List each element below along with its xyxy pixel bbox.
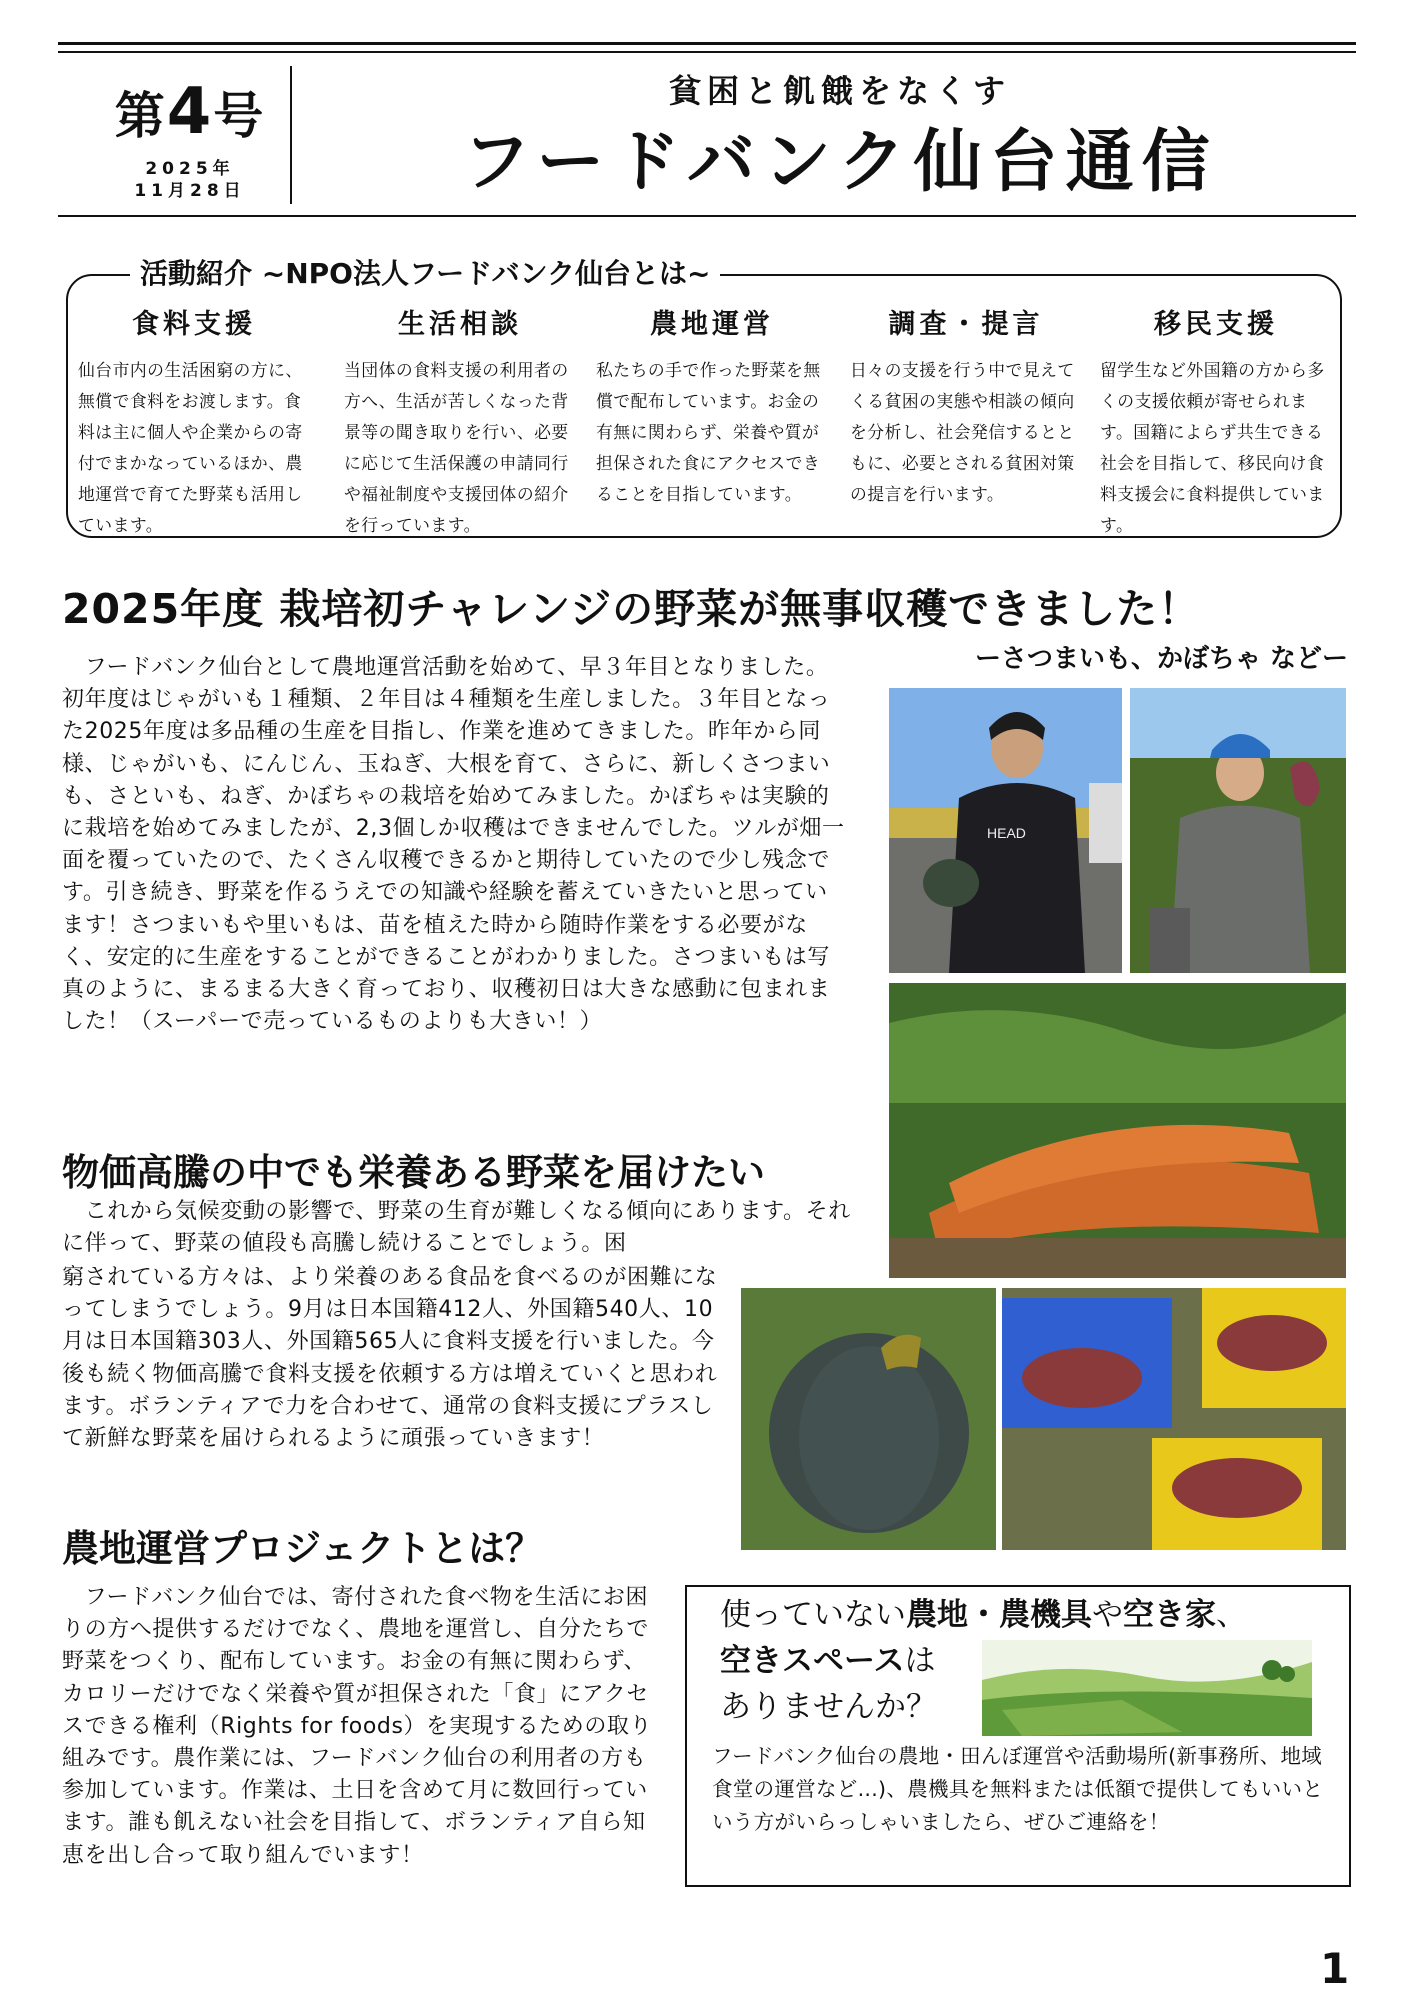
issue-number: 第4号 — [114, 75, 266, 149]
photo-volunteer-with-sweet-potato — [1130, 688, 1346, 973]
masthead-rule-top — [58, 42, 1356, 45]
masthead-rule-bottom — [58, 215, 1356, 217]
masthead-divider — [290, 66, 292, 204]
activity-heading: 調査・提言 — [888, 309, 1044, 340]
activity-heading: 移民支援 — [1154, 309, 1278, 340]
appeal-body: フードバンク仙台の農地・田んぼ運営や活動場所(新事務所、地域食堂の運営など...)、農機具を無料または低額で提供してもいいという方がいらっしゃいましたら、ぜひご連絡を！ — [712, 1744, 1324, 1834]
issue-date-year: 2025年 — [145, 159, 235, 179]
activity-migrant — [1100, 302, 1332, 541]
issue-info — [90, 75, 290, 202]
activity-text: 私たちの手で作った野菜を無償で配布しています。お金の有無に関わらず、栄養や質が担保された食にアクセスできることを目指しています。 — [596, 360, 821, 504]
article2-headline: 物価高騰の中でも栄養ある野菜を届けたい — [62, 1151, 765, 1194]
activity-text: 留学生など外国籍の方から多くの支援依頼が寄せられます。国籍によらず共生できる社会を目指して、移民向け食料支援会に食料提供しています。 — [1100, 360, 1325, 535]
article1-subhead: ーさつまいも、かぼちゃ などー — [974, 644, 1348, 674]
activity-text: 当団体の食料支援の利用者の方へ、生活が苦しくなった背景等の聞き取りを行い、必要に応じて生活保護の申請同行や福祉制度や支援団体の紹介を行っています。 — [344, 360, 569, 535]
masthead-subtitle: 貧困と飢餓をなくす — [668, 72, 1011, 110]
article1-headline: 2025年度 栽培初チャレンジの野菜が無事収穫できました！ — [62, 585, 1201, 633]
activity-heading: 生活相談 — [398, 309, 522, 340]
photo-sweet-potato-crates — [1002, 1288, 1346, 1550]
masthead-rule-top-thin — [58, 51, 1356, 53]
article3-headline: 農地運営プロジェクトとは？ — [62, 1527, 543, 1570]
newsletter-title: フードバンク仙台通信 — [462, 123, 1218, 202]
activity-text: 日々の支援を行う中で見えてくる貧困の実態や相談の傾向を分析し、社会発信するとともに、必要とされる貧困対策の提言を行います。 — [850, 360, 1075, 504]
farmland-illustration — [982, 1640, 1312, 1736]
photo-pumpkin — [741, 1288, 996, 1550]
activity-heading: 食料支援 — [132, 309, 256, 340]
photo-volunteer-with-pumpkin — [889, 688, 1122, 973]
page-number: 1 — [1320, 1944, 1350, 1993]
activity-food-support — [78, 302, 310, 541]
article1-body: フードバンク仙台として農地運営活動を始めて、早３年目となりました。初年度はじゃがいも１種類、２年目は４種類を生産しました。３年目となった2025年度は多品種の生産を目指し、作業を進めてきました。昨年から同様、じゃがいも、にんじん、玉ねぎ、大根を育て、さらに、新しくさつまいも、さといも、ねぎ、かぼちゃの栽培を始めてみました。かぼちゃは実験的に栽培を始めてみましたが、2,3個しか収穫はできませんでした。ツルが畑一面を覆っていたので、たくさん収穫できるかと期待していたので少し残念です。引き続き、野菜を作るうえでの知識や経験を蓄えていきたいと思っています！さつまいもや里いもは、苗を植えた時から随時作業をする必要がなく、安定的に生産をすることができることがわかりました。さつまいもは写真のように、まるまる大きく育っており、収穫初日は大きな感動に包まれました！（スーパーで売っているものよりも大きい！） — [62, 655, 845, 1035]
photo-harvested-carrots — [889, 983, 1346, 1278]
appeal-heading-line2: 空きスペースは — [720, 1643, 936, 1679]
appeal-heading-line1: 使っていない農地・農機具や空き家、 — [720, 1597, 1247, 1633]
svg-text:HEAD: HEAD — [987, 825, 1026, 841]
appeal-heading-line3: ありませんか？ — [720, 1689, 937, 1725]
activity-consultation — [344, 302, 576, 541]
issue-date-day: 11月28日 — [134, 181, 246, 201]
activity-text: 仙台市内の生活困窮の方に、無償で食料をお渡します。食料は主に個人や企業からの寄付でまかなっているほか、農地運営で育てた野菜も活用しています。 — [78, 360, 303, 535]
article3-body: フードバンク仙台では、寄付された食べ物を生活にお困りの方へ提供するだけでなく、農地を運営し、自分たちで野菜をつくり、配布しています。お金の有無に関わらず、カロリーだけでなく栄養や質が担保された「食」にアクセスできる権利（Rights for foods）を実現するための取り組みです。農作業には、フードバンク仙台の利用者の方も参加しています。作業は、土日を含めて月に数回行っています。誰も飢えない社会を目指して、ボランティア自ら知恵を出し合って取り組んでいます！ — [62, 1585, 653, 1868]
activities-title: 活動紹介 ~NPO法人フードバンク仙台とは~ — [130, 252, 720, 292]
activity-research — [850, 302, 1082, 510]
activity-heading: 農地運営 — [650, 309, 774, 340]
activity-farm — [596, 302, 828, 510]
article2-body-narrow: 窮されている方々は、より栄養のある食品を食べるのが困難になってしまうでしょう。9月は日本国籍412人、外国籍540人、10月は日本国籍303人、外国籍565人に食料支援を行いました。今後も続く物価高騰で食料支援を依頼する方は増えていくと思われます。ボランティアで力を合わせて、通常の食料支援にプラスして新鮮な野菜を届けられるように頑張っていきます！ — [62, 1265, 718, 1452]
article2-body-wide: これから気候変動の影響で、野菜の生育が難しくなる傾向にあります。それに伴って、野菜の値段も高騰し続けることでしょう。困 — [62, 1199, 851, 1257]
